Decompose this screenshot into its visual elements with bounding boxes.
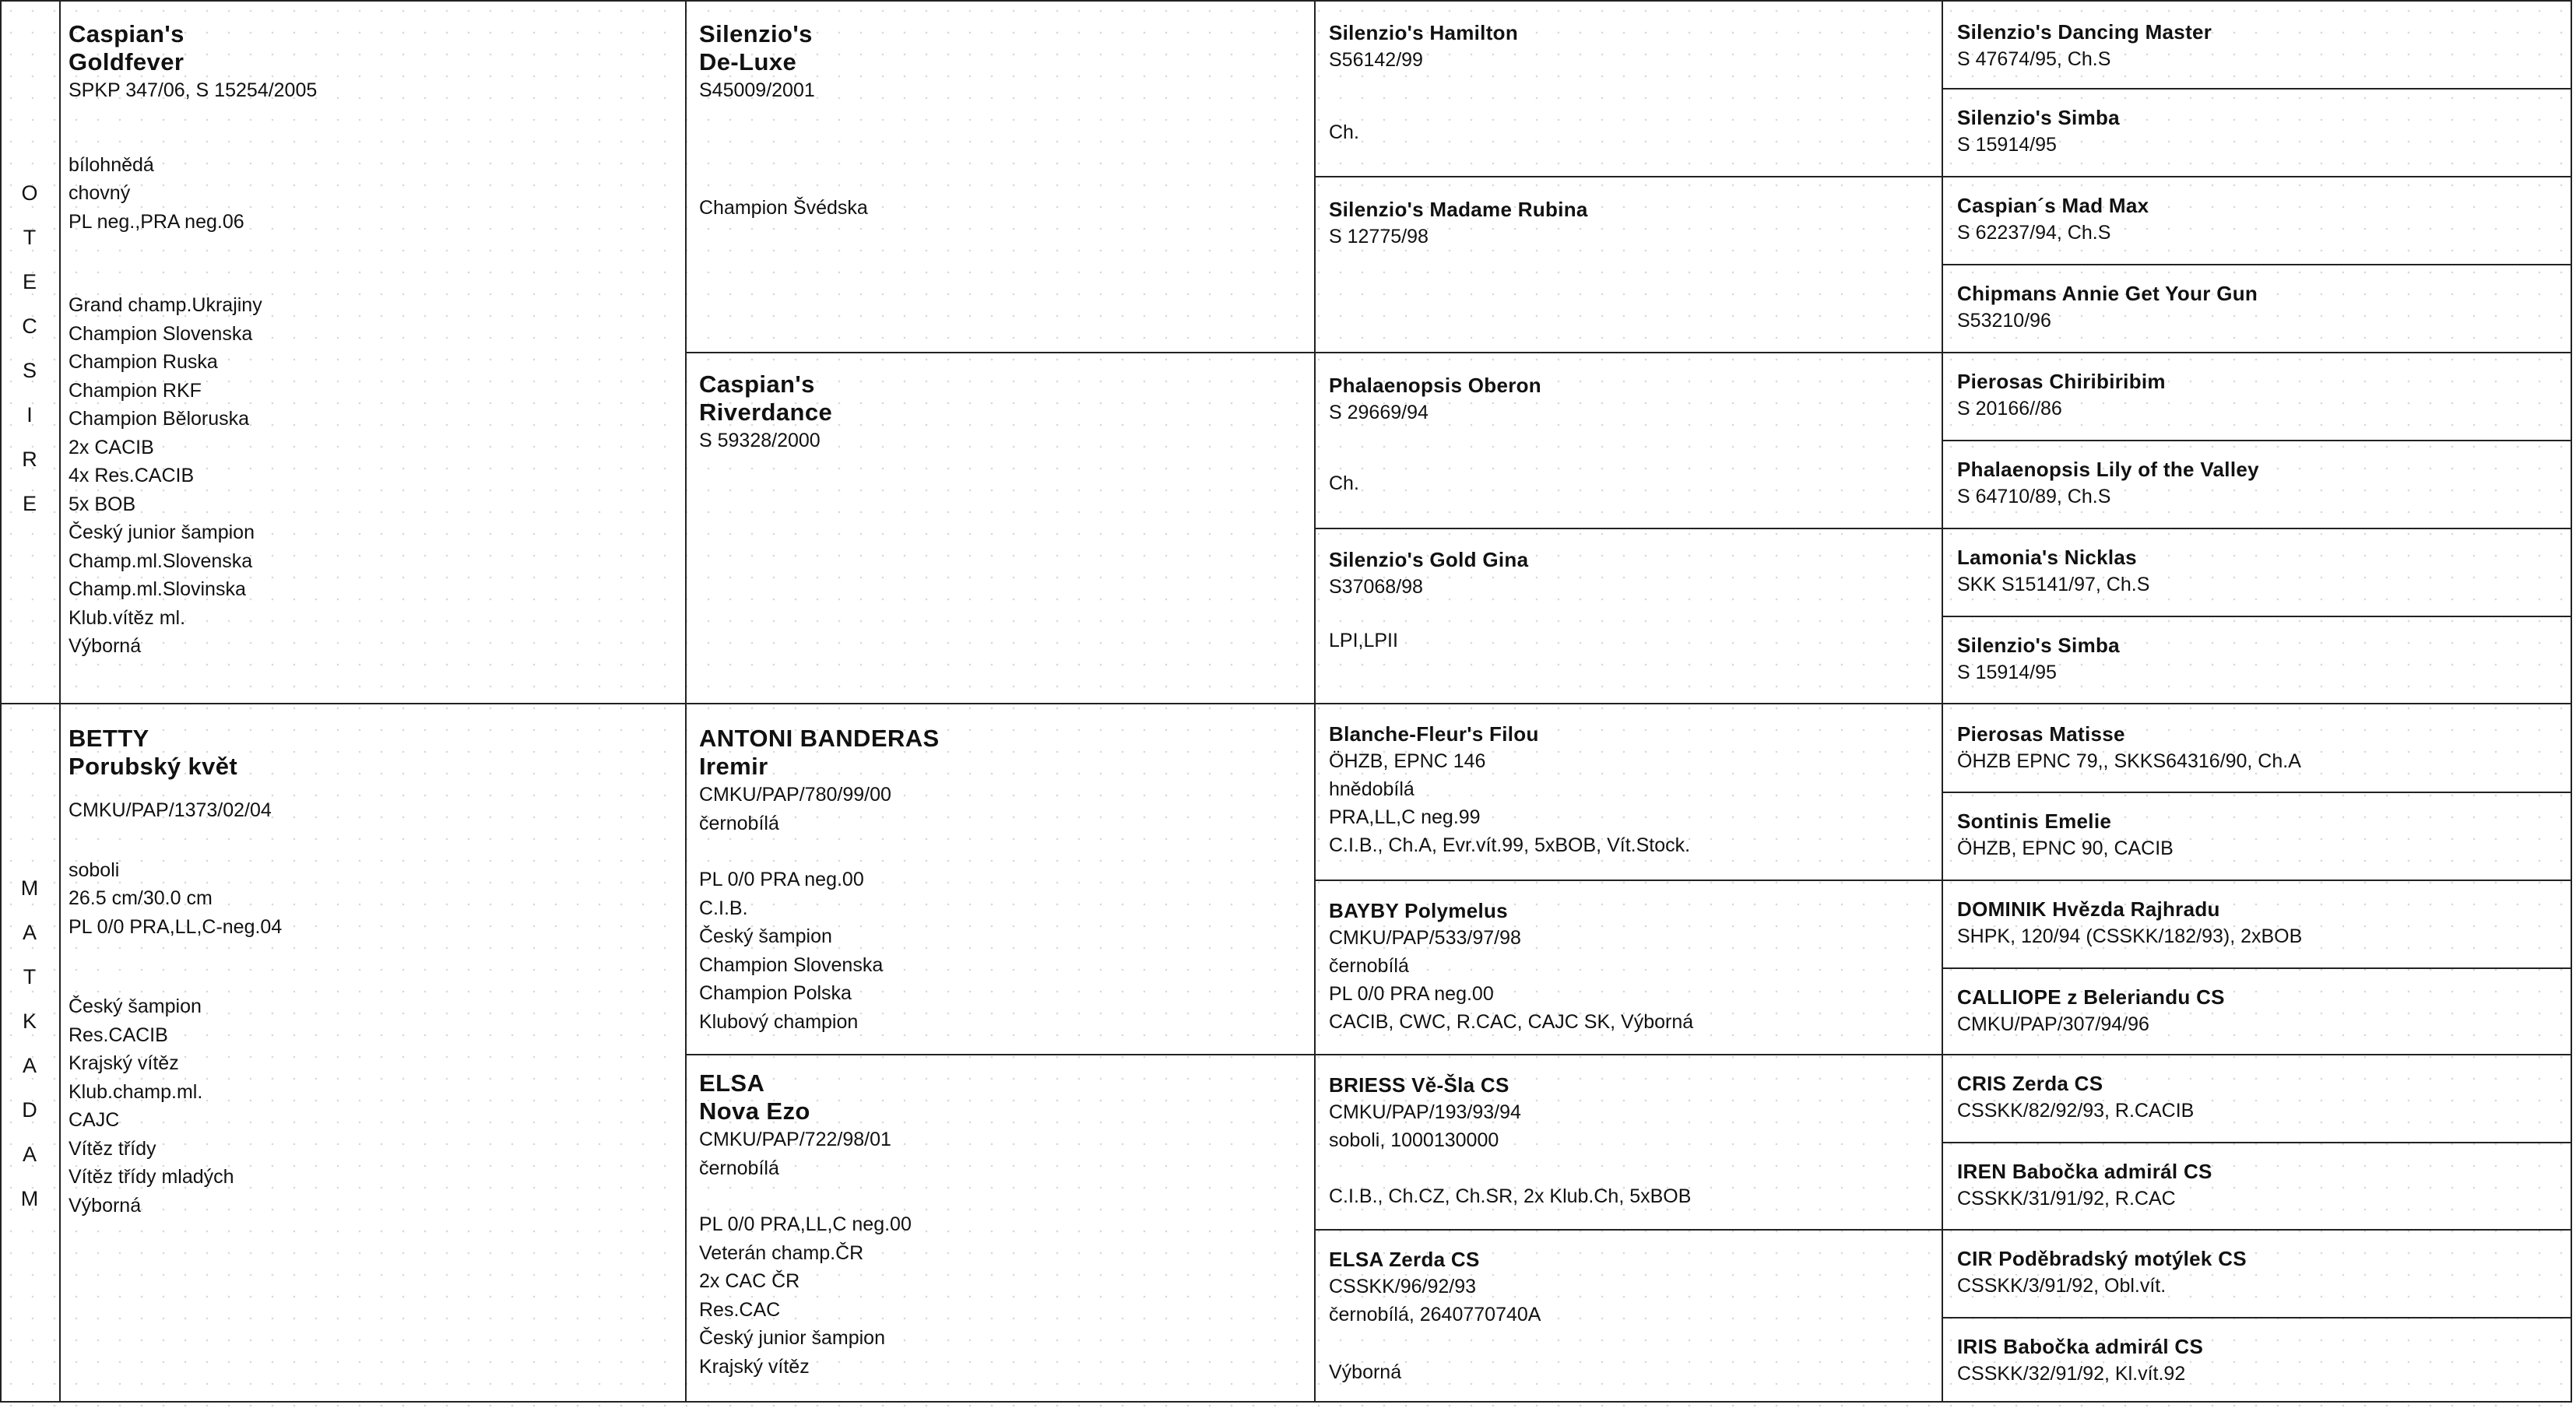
divider [1314,528,2572,529]
gen4-reg: S 15914/95 [1957,662,2057,683]
sire-detail: PL neg.,PRA neg.06 [69,210,244,233]
sire-detail: chovný [69,182,131,204]
gen3-name: BAYBY Polymelus [1329,899,1508,922]
gen4-name: Pierosas Chiribiribim [1957,370,2166,393]
divider [0,703,2572,704]
gen4-reg: SHPK, 120/94 (CSSKK/182/93), 2xBOB [1957,925,2303,947]
divider [1314,880,2572,881]
gen3-line: soboli, 1000130000 [1329,1129,1499,1151]
gen3-name: Silenzio's Madame Rubina [1329,198,1588,221]
gen2-color: černobílá [699,812,779,834]
sire-name-1: Caspian's [69,20,185,47]
gen3-line: C.I.B., Ch.A, Evr.vít.99, 5xBOB, Vít.Stock. [1329,834,1691,856]
dam-title: Český šampion [69,995,202,1017]
sire-name-2: Goldfever [69,48,185,75]
gen3-line: S 29669/94 [1329,402,1429,423]
gen2-name: Riverdance [699,399,833,426]
dam-name-2: Porubský květ [69,753,238,780]
gen3-line: S37068/98 [1329,576,1423,598]
gen4-reg: S 64710/89, Ch.S [1957,486,2111,507]
gen2-reg: S 59328/2000 [699,430,821,451]
sire-side-label: O T E C S I R E [21,181,38,515]
divider [1942,440,2572,441]
gen3-name: Silenzio's Gold Gina [1329,548,1529,571]
dam-title: Klub.champ.ml. [69,1080,203,1103]
gen4-name: DOMINIK Hvězda Rajhradu [1957,897,2220,921]
divider [685,1054,2572,1055]
gen3-bottom: Ch. [1329,472,1359,494]
gen2-name: Nova Ezo [699,1097,810,1125]
gen4-reg: CSSKK/82/92/93, R.CACIB [1957,1100,2195,1122]
sire-title: Český junior šampion [69,521,255,543]
gen4-reg: CSSKK/3/91/92, Obl.vít. [1957,1275,2167,1297]
divider [685,0,687,1403]
gen2-detail: C.I.B. [699,897,748,919]
gen2-detail: Veterán champ.ČR [699,1241,864,1264]
dam-side-label: M A T K A D A M [20,876,39,1210]
sire-title: Champion Běloruska [69,408,250,430]
gen3-name: Phalaenopsis Oberon [1329,374,1541,397]
gen3-line: černobílá [1329,955,1409,977]
gen4-reg: S 47674/95, Ch.S [1957,48,2111,70]
gen3-name: ELSA Zerda CS [1329,1248,1480,1271]
gen2-reg: CMKU/PAP/780/99/00 [699,784,891,806]
gen2-color: černobílá [699,1157,779,1179]
gen2-name: De-Luxe [699,48,797,75]
gen3-line: PRA,LL,C neg.99 [1329,806,1481,828]
divider [685,352,2572,353]
gen2-detail: Res.CAC [699,1298,781,1321]
gen3-name: BRIESS Vě-Šla CS [1329,1073,1509,1097]
dam-detail: soboli [69,858,120,881]
gen4-reg: S53210/96 [1957,310,2051,332]
gen4-reg: SKK S15141/97, Ch.S [1957,574,2150,595]
sire-reg: SPKP 347/06, S 15254/2005 [69,79,318,101]
dam-name-1: BETTY [69,725,149,752]
divider [1942,792,2572,793]
gen3-line: CSSKK/96/92/93 [1329,1276,1477,1297]
gen4-reg: S 20166//86 [1957,398,2062,420]
gen4-name: Caspian´s Mad Max [1957,194,2149,217]
gen4-reg: S 62237/94, Ch.S [1957,222,2111,244]
gen2-name: ELSA [699,1069,765,1097]
gen4-name: Pierosas Matisse [1957,722,2125,746]
gen4-reg: ÖHZB, EPNC 90, CACIB [1957,837,2174,859]
gen3-name: Blanche-Fleur's Filou [1329,722,1539,746]
gen3-bottom: Ch. [1329,121,1359,143]
dam-title: Vítěz třídy mladých [69,1166,234,1188]
gen2-name: Caspian's [699,370,815,398]
gen3-line: CACIB, CWC, R.CAC, CAJC SK, Výborná [1329,1011,1694,1033]
gen4-name: CALLIOPE z Beleriandu CS [1957,985,2225,1009]
dam-detail: 26.5 cm/30.0 cm [69,887,213,909]
divider [1314,1229,2572,1231]
sire-title: Champ.ml.Slovenska [69,550,253,572]
gen4-reg: CSSKK/32/91/92, Kl.vít.92 [1957,1363,2186,1385]
sire-title: Champion Slovenska [69,322,253,345]
dam-title: Res.CACIB [69,1024,168,1046]
sire-title: Champion Ruska [69,351,218,373]
sire-detail: bílohnědá [69,153,154,176]
gen2-detail: 2x CAC ČR [699,1270,800,1292]
gen4-name: Silenzio's Dancing Master [1957,20,2212,44]
gen2-detail: Český šampion [699,925,832,947]
gen4-name: CIR Poděbradský motýlek CS [1957,1247,2247,1270]
gen4-name: IRIS Babočka admirál CS [1957,1335,2204,1358]
divider [1942,264,2572,265]
sire-title: Champion RKF [69,379,202,402]
gen4-reg: ÖHZB EPNC 79,, SKKS64316/90, Ch.A [1957,750,2301,772]
gen2-detail: PL 0/0 PRA,LL,C neg.00 [699,1213,912,1235]
dam-title: CAJC [69,1109,120,1131]
gen4-name: Sontinis Emelie [1957,809,2112,833]
gen2-reg: S45009/2001 [699,79,815,101]
dam-title: Výborná [69,1194,142,1217]
divider [1942,967,2572,969]
divider [1942,0,1943,1403]
divider [59,0,61,1403]
gen3-line: hnědobílá [1329,778,1415,800]
gen2-title: Champion Švédska [699,196,868,219]
gen2-detail: Český junior šampion [699,1327,885,1349]
gen2-name: Iremir [699,753,768,780]
divider [1942,88,2572,90]
dam-title: Vítěz třídy [69,1137,156,1160]
gen2-name: ANTONI BANDERAS [699,725,940,752]
gen4-reg: S 15914/95 [1957,134,2057,156]
gen4-reg: CMKU/PAP/307/94/96 [1957,1013,2149,1035]
gen3-bottom: Výborná [1329,1361,1402,1383]
gen4-name: CRIS Zerda CS [1957,1072,2103,1095]
dam-reg: CMKU/PAP/1373/02/04 [69,799,272,821]
gen3-bottom: LPI,LPII [1329,630,1398,651]
gen3-line: S 12775/98 [1329,226,1429,248]
gen4-name: Phalaenopsis Lily of the Valley [1957,458,2259,481]
sire-title: 4x Res.CACIB [69,465,195,486]
gen3-line: S56142/99 [1329,49,1423,71]
sire-title: 5x BOB [69,493,136,515]
sire-title: Grand champ.Ukrajiny [69,294,262,316]
gen3-line: PL 0/0 PRA neg.00 [1329,983,1494,1005]
divider [1942,1142,2572,1143]
gen2-detail: PL 0/0 PRA neg.00 [699,869,864,890]
gen2-detail: Krajský vítěz [699,1355,810,1378]
gen4-name: Lamonia's Nicklas [1957,546,2137,569]
sire-title: Champ.ml.Slovinska [69,578,246,600]
sire-title: Výborná [69,635,142,657]
sire-title: 2x CACIB [69,436,154,458]
gen4-name: IREN Babočka admirál CS [1957,1160,2212,1183]
gen2-detail: Champion Slovenska [699,953,884,976]
dam-detail: PL 0/0 PRA,LL,C-neg.04 [69,915,283,938]
gen3-name: Silenzio's Hamilton [1329,21,1519,44]
gen2-detail: Champion Polska [699,982,852,1004]
gen3-line: černobílá, 2640770740A [1329,1304,1541,1325]
sire-title: Klub.vítěz ml. [69,606,186,629]
gen4-reg: CSSKK/31/91/92, R.CAC [1957,1188,2176,1210]
gen4-name: Silenzio's Simba [1957,634,2120,657]
gen3-line: CMKU/PAP/193/93/94 [1329,1101,1521,1123]
gen3-line: C.I.B., Ch.CZ, Ch.SR, 2x Klub.Ch, 5xBOB [1329,1185,1692,1207]
gen4-name: Chipmans Annie Get Your Gun [1957,282,2258,305]
divider [1314,0,1316,1403]
gen2-reg: CMKU/PAP/722/98/01 [699,1129,891,1150]
gen2-name: Silenzio's [699,20,813,47]
divider [1314,176,2572,177]
divider [1942,616,2572,617]
gen3-line: CMKU/PAP/533/97/98 [1329,927,1521,949]
divider [1942,1317,2572,1318]
gen2-detail: Klubový champion [699,1010,859,1033]
dam-title: Krajský vítěz [69,1052,179,1074]
gen3-line: ÖHZB, EPNC 146 [1329,750,1486,772]
gen4-name: Silenzio's Simba [1957,106,2120,129]
